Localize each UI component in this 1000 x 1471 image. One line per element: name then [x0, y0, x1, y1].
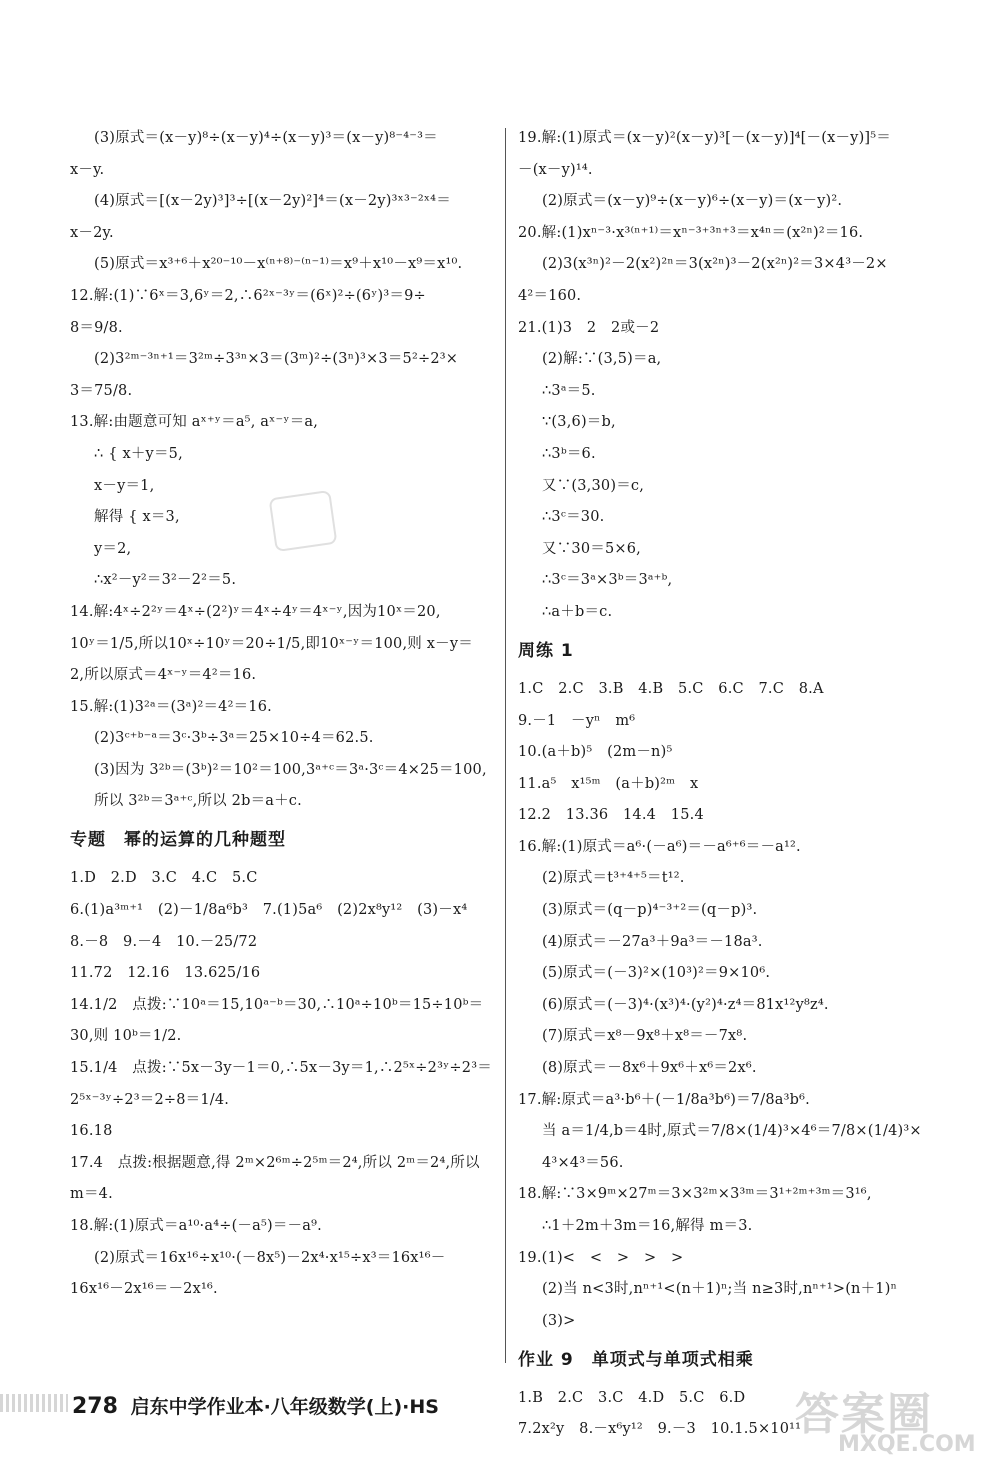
answer-line: (2)原式＝t³⁺⁴⁺⁵＝t¹².	[542, 870, 685, 887]
answer-line: (2)当 n<3时,nⁿ⁺¹<(n＋1)ⁿ;当 n≥3时,nⁿ⁺¹>(n＋1)ⁿ	[542, 1281, 898, 1298]
answer-line: 17.解:原式＝a³·b⁶＋(－1/8a³b⁶)＝7/8a³b⁶.	[518, 1091, 810, 1108]
answer-line: (4)原式＝[(x－2y)³]³÷[(x－2y)²]⁴＝(x－2y)³ˣ³⁻²ˣ⁴＝	[94, 193, 451, 210]
watermark-logo: 答案圈	[795, 1389, 933, 1440]
stamp-mark	[269, 490, 338, 552]
answer-line: (2)原式＝(x－y)⁹÷(x－y)⁶÷(x－y)＝(x－y)².	[542, 193, 843, 210]
answer-line: 11.a⁵ x¹⁵ᵐ (a＋b)²ᵐ x	[518, 775, 699, 792]
answer-line: x－y＝1,	[94, 477, 155, 494]
answer-line: (3)原式＝(x－y)⁸÷(x－y)⁴÷(x－y)³＝(x－y)⁸⁻⁴⁻³＝	[94, 130, 438, 146]
answer-line: 21.(1)3 2 2或－2	[518, 319, 660, 336]
answer-line: ∴a＋b＝c.	[542, 603, 613, 620]
answer-line: 18.解:∵3×9ᵐ×27ᵐ＝3×3²ᵐ×3³ᵐ＝3¹⁺²ᵐ⁺³ᵐ＝3¹⁶,	[518, 1186, 872, 1203]
left-column	[70, 128, 495, 1311]
answer-line: ∴ { x＋y＝5,	[94, 445, 183, 462]
answer-line: 7.2x²y 8.－x⁶y¹² 9.－3 10.1.5×10¹¹	[518, 1421, 802, 1438]
answer-line: 2,所以原式＝4ˣ⁻ʸ＝4²＝16.	[70, 667, 257, 684]
answer-line: 16.18	[70, 1123, 113, 1140]
answer-line: 1.B 2.C 3.C 4.D 5.C 6.D	[518, 1389, 746, 1406]
answer-line: 16x¹⁶－2x¹⁶＝－2x¹⁶.	[70, 1281, 218, 1298]
answer-line: 10ʸ＝1/5,所以10ˣ÷10ʸ＝20÷1/5,即10ˣ⁻ʸ＝100,则 x－y＝	[70, 635, 473, 652]
answer-line: ∴3ᶜ＝3ᵃ×3ᵇ＝3ᵃ⁺ᵇ,	[542, 572, 673, 589]
answer-line: (3)>	[542, 1312, 576, 1329]
answer-line: ∴1＋2m＋3m＝16,解得 m＝3.	[542, 1218, 753, 1234]
answer-line: 6.(1)a³ᵐ⁺¹ (2)－1/8a⁶b³ 7.(1)5a⁶ (2)2x⁸y¹² (3)－x⁴	[70, 902, 468, 919]
watermark-url: MXQE.COM	[838, 1432, 976, 1457]
answer-line: 2⁵ˣ⁻³ʸ÷2³＝2÷8＝1/4.	[70, 1091, 230, 1108]
answer-line: 19.解:(1)原式＝(x－y)²(x－y)³[－(x－y)]⁴[－(x－y)]⁵＝	[518, 130, 891, 146]
answer-line: (3)因为 3²ᵇ＝(3ᵇ)²＝10²＝100,3ᵃ⁺ᶜ＝3ᵃ·3ᶜ＝4×25＝100,	[94, 761, 487, 778]
answer-line: 9.－1 －yⁿ m⁶	[518, 712, 636, 729]
answer-line: 17.4 点拨:根据题意,得 2ᵐ×2⁶ᵐ÷2⁵ᵐ＝2⁴,所以 2ᵐ＝2⁴,所以	[70, 1154, 480, 1171]
column-divider	[505, 128, 506, 1363]
answer-line: (2)3(x³ⁿ)²－2(x²)²ⁿ＝3(x²ⁿ)³－2(x²ⁿ)²＝3×4³－2×	[542, 256, 888, 273]
answer-line: (7)原式＝x⁸－9x⁸＋x⁸＝－7x⁸.	[542, 1028, 748, 1045]
right-column	[518, 128, 958, 1451]
answer-line: (2)3²ᵐ⁻³ⁿ⁺¹＝3²ᵐ÷3³ⁿ×3＝(3ᵐ)²÷(3ⁿ)³×3＝5²÷2³×	[94, 351, 459, 368]
answer-line: 15.解:(1)3²ᵃ＝(3ᵃ)²＝4²＝16.	[70, 698, 272, 715]
answer-line: 1.D 2.D 3.C 4.C 5.C	[70, 870, 258, 887]
answer-line: ∴3ᵃ＝5.	[542, 382, 596, 399]
answer-line: (5)原式＝(－3)²×(10³)²＝9×10⁶.	[542, 965, 771, 982]
answer-line: 18.解:(1)原式＝a¹⁰·a⁴÷(－a⁵)＝－a⁹.	[70, 1218, 322, 1234]
answer-line: 又∵(3,30)＝c,	[542, 477, 645, 494]
answer-line: x－2y.	[70, 224, 114, 241]
answer-line: －(x－y)¹⁴.	[518, 161, 593, 178]
answer-line: y＝2,	[94, 540, 132, 557]
answer-line: ∴x²－y²＝3²－2²＝5.	[94, 572, 237, 589]
answer-line: 15.1/4 点拨:∵5x－3y－1＝0,∴5x－3y＝1,∴2⁵ˣ÷2³ʸ÷2³＝	[70, 1060, 492, 1077]
answer-line: 8＝9/8.	[70, 319, 123, 336]
answer-line: x－y.	[70, 161, 105, 178]
answer-line: (5)原式＝x³⁺⁶＋x²⁰⁻¹⁰－x⁽ⁿ⁺⁸⁾⁻⁽ⁿ⁻¹⁾＝x⁹＋x¹⁰－x⁹＝x¹⁰.	[94, 256, 463, 273]
page-footer	[72, 1392, 439, 1419]
answer-line: 11.72 12.16 13.625/16	[70, 965, 261, 982]
answer-line: 1.C 2.C 3.B 4.B 5.C 6.C 7.C 8.A	[518, 680, 824, 697]
answer-line: 16.解:(1)原式＝a⁶·(－a⁶)＝－a⁶⁺⁶＝－a¹².	[518, 838, 801, 855]
page-number: 278	[72, 1394, 118, 1419]
book-title: 启东中学作业本·八年级数学(上)·HS	[130, 1396, 439, 1418]
answer-line: (6)原式＝(－3)⁴·(x³)⁴·(y²)⁴·z⁴＝81x¹²y⁸z⁴.	[542, 996, 829, 1013]
answer-line: 20.解:(1)xⁿ⁻³·x³⁽ⁿ⁺¹⁾＝xⁿ⁻³⁺³ⁿ⁺³＝x⁴ⁿ＝(x²ⁿ)²＝16.	[518, 224, 864, 241]
answer-line: (8)原式＝－8x⁶＋9x⁶＋x⁶＝2x⁶.	[542, 1060, 757, 1077]
answer-line: (2)解:∵(3,5)＝a,	[542, 351, 662, 368]
answer-line: ∴3ᶜ＝30.	[542, 509, 605, 526]
section-heading: 作业 9 单项式与单项式相乘	[518, 1349, 754, 1370]
footer-decoration	[0, 1394, 68, 1412]
answer-line: 当 a＝1/4,b＝4时,原式＝7/8×(1/4)³×4⁶＝7/8×(1/4)³×	[542, 1123, 922, 1140]
answer-line: (3)原式＝(q－p)⁴⁻³⁺²＝(q－p)³.	[542, 902, 758, 919]
answer-line: 14.解:4ˣ÷2²ʸ＝4ˣ÷(2²)ʸ＝4ˣ÷4ʸ＝4ˣ⁻ʸ,因为10ˣ＝20,	[70, 603, 441, 620]
answer-line: 所以 3²ᵇ＝3ᵃ⁺ᶜ,所以 2b＝a＋c.	[94, 793, 302, 810]
answer-line: 3＝75/8.	[70, 382, 133, 399]
answer-line: 12.2 13.36 14.4 15.4	[518, 807, 704, 824]
answer-line: 8.－8 9.－4 10.－25/72	[70, 933, 258, 950]
answer-line: 4²＝160.	[518, 287, 582, 304]
answer-line: (2)3ᶜ⁺ᵇ⁻ᵃ＝3ᶜ·3ᵇ÷3ᵃ＝25×10÷4＝62.5.	[94, 730, 374, 747]
answer-line: ∴3ᵇ＝6.	[542, 445, 596, 462]
answer-line: 又∵30＝5×6,	[542, 540, 641, 557]
answer-line: (2)原式＝16x¹⁶÷x¹⁰·(－8x⁵)－2x⁴·x¹⁵÷x³＝16x¹⁶－	[94, 1249, 446, 1266]
answer-line: 19.(1)< < > > >	[518, 1249, 684, 1266]
answer-line: 12.解:(1)∵6ˣ＝3,6ʸ＝2,∴6²ˣ⁻³ʸ＝(6ˣ)²÷(6ʸ)³＝9÷	[70, 287, 426, 304]
answer-line: 解得 { x＝3,	[94, 509, 180, 526]
answer-line: 13.解:由题意可知 aˣ⁺ʸ＝a⁵, aˣ⁻ʸ＝a,	[70, 414, 319, 431]
answer-line: 4³×4³＝56.	[542, 1154, 624, 1171]
answer-line: 14.1/2 点拨:∵10ᵃ＝15,10ᵃ⁻ᵇ＝30,∴10ᵃ÷10ᵇ＝15÷10ᵇ＝	[70, 996, 484, 1013]
answer-line: (4)原式＝－27a³＋9a³＝－18a³.	[542, 933, 763, 950]
answer-line: ∵(3,6)＝b,	[542, 414, 616, 431]
answer-line: 30,则 10ᵇ＝1/2.	[70, 1028, 182, 1045]
section-heading: 专题 幂的运算的几种题型	[70, 830, 286, 851]
answer-line: m＝4.	[70, 1186, 113, 1203]
section-heading: 周练 1	[518, 640, 574, 661]
answer-line: 10.(a＋b)⁵ (2m－n)⁵	[518, 744, 673, 761]
